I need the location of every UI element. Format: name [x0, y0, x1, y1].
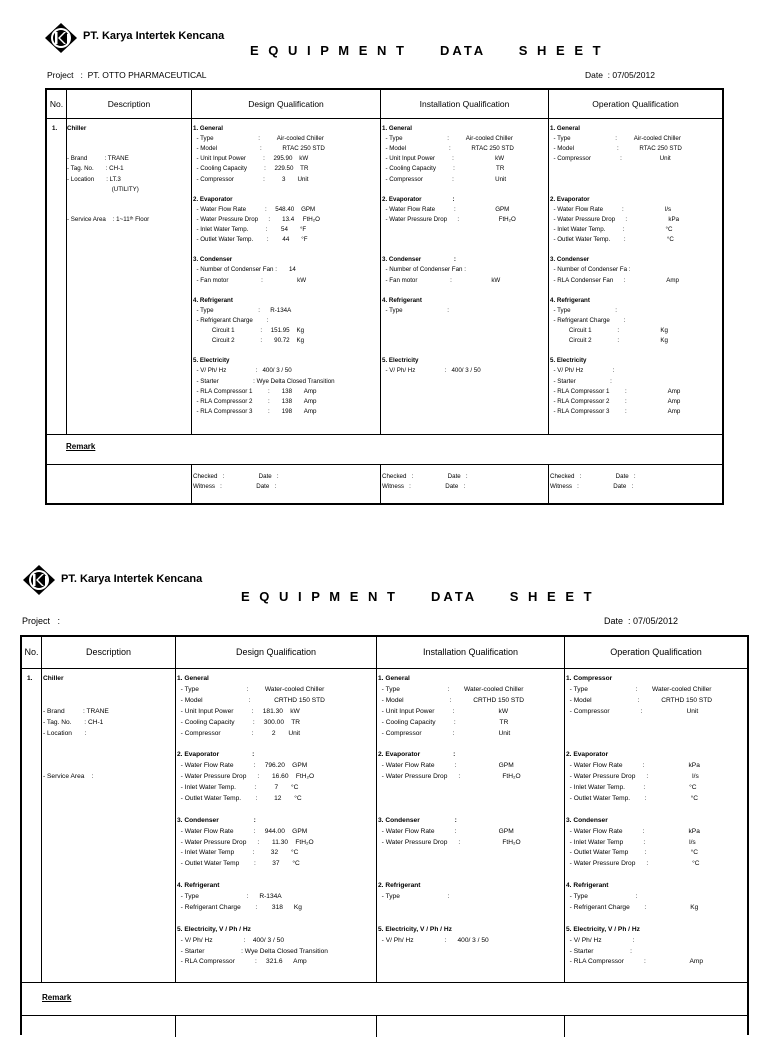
- field-line: 2. Evaporator :: [378, 751, 456, 759]
- field-line: - RLA Compressor 3 : Amp: [550, 407, 681, 415]
- field-line: - Water Pressure Drop : 13.4 FtH₂O: [193, 215, 320, 223]
- project-label: Project : PT. OTTO PHARMACEUTICAL: [47, 70, 207, 80]
- field-line: 1. General: [382, 125, 412, 132]
- field-line: - Water Pressure Drop : FtH₂O: [382, 215, 516, 223]
- company-name: PT. Karya Intertek Kencana: [83, 30, 225, 42]
- header-description: Description: [85, 647, 132, 657]
- field-line: - V/ Ph/ Hz : 400/ 3 / 50: [193, 367, 292, 375]
- company-name: PT. Karya Intertek Kencana: [61, 573, 203, 585]
- field-line: - Water Pressure Drop : kPa: [550, 215, 680, 223]
- field-line: 3. Condenser: [550, 256, 590, 264]
- field-line: 2. Evaporator :: [382, 195, 455, 203]
- field-line: - Type : Air-cooled Chiller: [193, 135, 324, 143]
- field-line: - Water Flow Rate : 796.20 GPM: [177, 762, 308, 770]
- data-table: [45, 88, 724, 505]
- field-line: - V/ Ph/ Hz :: [566, 936, 635, 944]
- field-line: - Refrigerant Charge : Kg: [566, 903, 699, 911]
- field-line: - V/ Ph/ Hz : 400/ 3 / 50: [177, 936, 285, 944]
- field-line: 3. Condenser :: [378, 816, 457, 824]
- field-line: - Tag. No. : CH-1: [43, 718, 104, 726]
- project-label: Project :: [22, 616, 61, 626]
- field-line: 1. General: [193, 125, 223, 132]
- remark-label: Remark: [66, 442, 96, 451]
- field-line: 2. Evaporator: [193, 195, 233, 203]
- equipment-data-sheet-2: [0, 560, 768, 1024]
- field-line: - V/ Ph/ Hz :: [550, 367, 615, 375]
- field-line: - Fan motor : kW: [193, 276, 307, 284]
- field-line: - Type : R-134A: [193, 306, 292, 314]
- field-line: - V/ Ph/ Hz : 400/ 3 / 50: [378, 936, 489, 944]
- field-line: - Type : Water-cooled Chiller: [566, 685, 712, 693]
- field-line: 4. Refrigerant: [177, 882, 220, 890]
- field-line: - Number of Condenser Fan :: [382, 266, 466, 274]
- row-number: 1.: [52, 125, 58, 132]
- field-line: 2. Evaporator: [550, 195, 590, 203]
- field-line: 5. Electricity: [550, 357, 587, 365]
- field-line: - Inlet Water Temp. : 7 °C: [177, 784, 299, 791]
- company-logo-icon: [22, 564, 56, 596]
- header-installation: Installation Qualification: [419, 99, 510, 109]
- field-line: - RLA Compressor 2 : 138 Amp: [193, 397, 317, 405]
- field-line: - Cooling Capacity : TR: [382, 165, 505, 173]
- sign-installation: Checked : Date : Witness : Date :: [382, 473, 468, 491]
- field-line: - Compressor : Unit: [566, 707, 699, 715]
- field-line: - Refrigerant Charge :: [193, 316, 269, 324]
- field-line: - Type :: [382, 306, 449, 314]
- equipment-data-sheet-1: [0, 0, 768, 510]
- field-line: - Refrigerant Charge : 318 Kg: [177, 903, 302, 911]
- field-line: 1. General: [177, 675, 209, 682]
- field-line: - RLA Condenser Fan : Amp: [550, 276, 679, 284]
- field-line: - Water Pressure Drop : FtH₂O: [378, 773, 521, 781]
- sheet-title: E Q U I P M E N T DATA S H E E T: [250, 43, 604, 58]
- field-line: 1. General: [550, 125, 580, 132]
- field-line: - Service Area :: [43, 773, 94, 781]
- field-line: - Starter :: [566, 947, 632, 955]
- field-line: - Water Flow Rate : 548.40 GPM: [193, 205, 316, 213]
- header-no: No.: [49, 99, 64, 109]
- field-line: - RLA Compressor 1 : 138 Amp: [193, 387, 317, 395]
- field-line: - Number of Condenser Fa :: [550, 266, 631, 274]
- field-line: - Type : Air-cooled Chiller: [550, 135, 681, 143]
- field-line: 5. Electricity, V / Ph / Hz: [378, 925, 452, 933]
- field-line: - Model : RTAC 250 STD: [550, 145, 682, 153]
- field-line: - Inlet Water Temp. : °C: [566, 784, 697, 791]
- field-line: Circuit 1 : Kg: [550, 327, 668, 334]
- field-line: 3. Condenser :: [177, 816, 256, 824]
- header-design: Design Qualification: [248, 99, 324, 109]
- field-line: - Model : CRTHD 150 STD: [177, 696, 325, 704]
- field-line: - Water Flow Rate : 944.00 GPM: [177, 827, 308, 835]
- field-line: 2. Evaporator: [566, 751, 609, 759]
- field-line: - Unit Input Power : kW: [378, 707, 509, 715]
- field-line: - Outlet Water Temp. : °C: [550, 236, 674, 244]
- field-line: - Water Flow Rate : kPa: [566, 827, 700, 835]
- field-line: - Type :: [550, 306, 617, 314]
- field-line: - Number of Condenser Fan : 14: [193, 266, 296, 274]
- field-line: - Water Flow Rate : GPM: [382, 205, 510, 213]
- field-line: 4. Refrigerant: [566, 882, 609, 890]
- header-operation: Operation Qualification: [610, 647, 702, 657]
- field-line: 1. Compressor: [566, 675, 613, 682]
- sign-design: Checked : Date : Witness : Date :: [193, 473, 279, 491]
- field-line: - V/ Ph/ Hz : 400/ 3 / 50: [382, 367, 481, 375]
- field-line: - Outlet Water Temp. : 12 °C: [177, 794, 302, 802]
- field-line: - Model : CRTHD 150 STD: [378, 696, 525, 704]
- field-line: - Inlet Water Temp. : 54 °F: [193, 226, 307, 233]
- field-line: - Location :: [43, 729, 87, 737]
- field-line: - Starter : Wye Delta Closed Transition: [177, 947, 328, 955]
- field-line: - Compressor : Unit: [550, 155, 671, 163]
- header-design: Design Qualification: [235, 647, 317, 657]
- field-line: - Brand : TRANE: [43, 707, 109, 715]
- field-line: Circuit 2 : Kg: [550, 337, 668, 345]
- field-line: - RLA Compressor 3 : 198 Amp: [193, 407, 317, 415]
- field-line: 4. Refrigerant: [382, 296, 422, 304]
- field-line: - Refrigerant Charge :: [550, 316, 626, 324]
- field-line: Chiller: [43, 675, 64, 682]
- header-operation: Operation Qualification: [592, 99, 679, 109]
- field-line: - RLA Compressor 1 : Amp: [550, 387, 681, 395]
- field-line: - Model : CRTHD 150 STD: [566, 696, 713, 704]
- field-line: - Compressor : 2 Unit: [177, 729, 301, 737]
- field-line: - Starter :: [550, 377, 612, 385]
- field-line: - Type : Air-cooled Chiller: [382, 135, 513, 143]
- sign-operation: Checked : Date : Witness : Date :: [550, 473, 636, 491]
- field-line: - Outlet Water Temp : °C: [566, 849, 698, 857]
- field-line: 5. Electricity, V / Ph / Hz: [566, 925, 640, 933]
- field-line: - Type :: [566, 893, 638, 900]
- field-line: - Inlet Water Temp : 32 °C: [177, 849, 299, 857]
- field-line: - Unit Input Power : kW: [382, 155, 505, 163]
- field-line: - Water Pressure Drop : FtH₂O: [378, 838, 521, 846]
- field-line: - Tag. No. : CH-1: [67, 165, 124, 173]
- field-line: - Compressor : Unit: [382, 175, 507, 183]
- field-line: Chiller: [67, 125, 87, 132]
- field-line: - Cooling Capacity : TR: [378, 718, 509, 726]
- field-line: - Water Pressure Drop : 11.30 FtH₂O: [177, 838, 314, 846]
- field-line: - Type : R-134A: [177, 893, 282, 900]
- field-line: Circuit 1 : 151.95 Kg: [193, 327, 305, 334]
- field-line: - Model : RTAC 250 STD: [382, 145, 514, 153]
- field-line: - Water Pressure Drop : l/s: [566, 773, 699, 781]
- field-line: 4. Refrigerant: [550, 296, 590, 304]
- field-line: - Cooling Capacity : 229.50 TR: [193, 165, 309, 173]
- field-line: - Water Flow Rate : l/s: [550, 205, 672, 213]
- field-line: 5. Electricity: [193, 357, 230, 365]
- field-line: - Inlet Water Temp. : °C: [550, 226, 673, 233]
- field-line: - Brand : TRANE: [67, 155, 129, 163]
- field-line: 4. Refrigerant: [193, 296, 233, 304]
- field-line: - Outlet Water Temp. : °C: [566, 794, 698, 802]
- field-line: Circuit 2 : 90.72 Kg: [193, 337, 305, 345]
- field-line: - Outlet Water Temp. : 44 °F: [193, 236, 308, 244]
- field-line: 5. Electricity, V / Ph / Hz: [177, 925, 251, 933]
- remark-label: Remark: [42, 993, 72, 1002]
- header-no: No.: [24, 647, 39, 657]
- field-line: - Location : LT.3: [67, 175, 121, 183]
- field-line: - Water Pressure Drop : 16.60 FtH₂O: [177, 773, 315, 781]
- field-line: - Water Pressure Drop : °C: [566, 860, 700, 868]
- date-label: Date : 07/05/2012: [585, 70, 655, 80]
- header-installation: Installation Qualification: [422, 647, 519, 657]
- field-line: - Outlet Water Temp : 37 °C: [177, 860, 300, 868]
- field-line: (UTILITY): [67, 185, 139, 193]
- field-line: - Model : RTAC 250 STD: [193, 145, 325, 153]
- sheet-title: E Q U I P M E N T DATA S H E E T: [241, 589, 595, 604]
- field-line: - Compressor : Unit: [378, 729, 511, 737]
- field-line: 2. Evaporator :: [177, 751, 255, 759]
- field-line: - Cooling Capacity : 300.00 TR: [177, 718, 301, 726]
- company-logo-icon: [44, 22, 78, 54]
- field-line: 3. Condenser :: [382, 256, 456, 264]
- header-description: Description: [107, 99, 151, 109]
- field-line: - Compressor : 3 Unit: [193, 175, 309, 183]
- field-line: - RLA Compressor : Amp: [566, 958, 704, 966]
- field-line: - Unit Input Power : 181.30 kW: [177, 707, 300, 715]
- field-line: - Starter : Wye Delta Closed Transition: [193, 377, 335, 385]
- field-line: - Service Area : 1~11ᵗʰ Floor: [67, 215, 150, 223]
- field-line: - Water Flow Rate : kPa: [566, 762, 700, 770]
- field-line: 2. Refrigerant: [378, 882, 421, 890]
- field-line: - RLA Compressor : 321.6 Amp: [177, 958, 307, 966]
- date-label: Date : 07/05/2012: [604, 616, 679, 626]
- field-line: - Type :: [378, 893, 450, 900]
- field-line: 3. Condenser: [566, 816, 608, 824]
- field-line: - Fan motor : kW: [382, 276, 501, 284]
- field-line: - Unit Input Power : 295.90 kW: [193, 155, 309, 163]
- field-line: - Type : Water-cooled Chiller: [378, 685, 524, 693]
- field-line: 1. General: [378, 675, 410, 682]
- data-table: [20, 635, 749, 1035]
- field-line: - Type : Water-cooled Chiller: [177, 685, 325, 693]
- field-line: 3. Condenser: [193, 256, 233, 264]
- field-line: - Water Flow Rate : GPM: [378, 827, 514, 835]
- row-number: 1.: [27, 675, 33, 682]
- field-line: - Water Flow Rate : GPM: [378, 762, 514, 770]
- field-line: 5. Electricity: [382, 357, 419, 365]
- field-line: - Inlet Water Temp : l/s: [566, 838, 696, 846]
- field-line: - RLA Compressor 2 : Amp: [550, 397, 681, 405]
